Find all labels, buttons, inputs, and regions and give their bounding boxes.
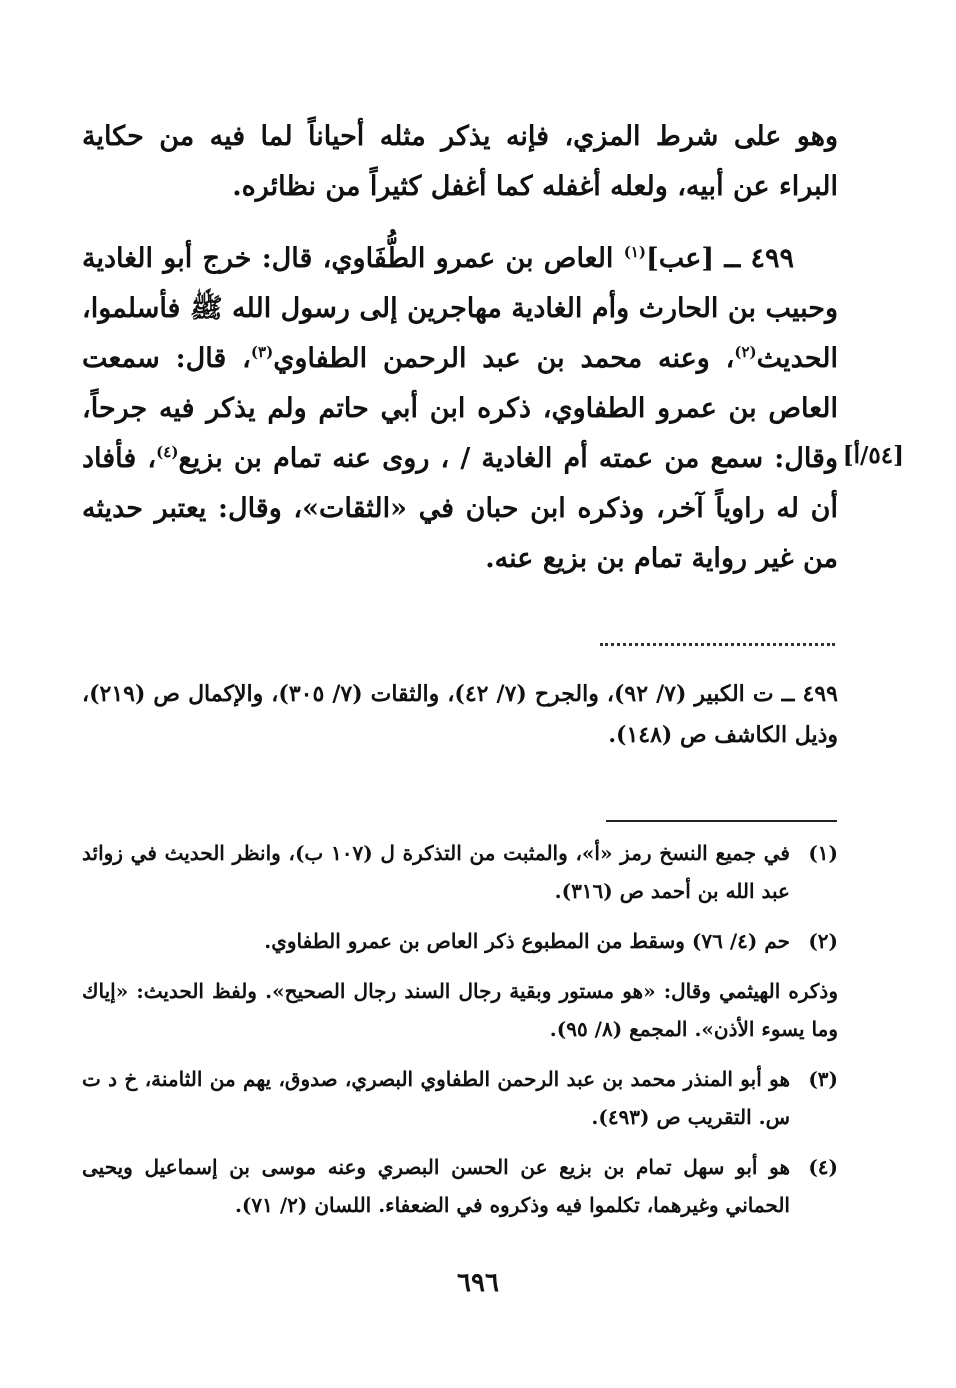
- footnote-ref-1: (١): [623, 243, 646, 261]
- manuscript-folio-ref: [٥٤/أ]: [842, 442, 904, 469]
- footnote-ref-2: (٢): [734, 343, 757, 361]
- source-note: ٤٩٩ ــ ت الكبير (٧/ ٩٢)، والجرح (٧/ ٤٢)، والثقات (٧/ ٣٠٥)، والإكمال ص (٢١٩)، وذيل الكاشف ص (١٤٨).: [82, 681, 838, 748]
- entry-code: [عب]: [645, 243, 715, 274]
- footnote-item: [82, 1148, 838, 1224]
- footnote-number: (٤): [808, 1155, 838, 1179]
- entry-text: ، وعنه محمد بن عبد الرحمن الطفاوي: [273, 343, 735, 374]
- footnote-number: (٢): [808, 929, 838, 953]
- footnote-text: في جميع النسخ رمز «أ»، والمثبت من التذكرة ل (١٠٧ ب)، وانظر الحديث في زوائد عبد الله بن أحمد ص (٣١٦).: [82, 841, 790, 903]
- biography-entry: [82, 234, 838, 584]
- footnote-item: [82, 922, 838, 960]
- footnote-ref-4: (٤): [156, 443, 179, 461]
- paragraph-continuation: [82, 112, 838, 212]
- footnote-text: هو أبو المنذر محمد بن عبد الرحمن الطفاوي البصري، صدوق، يهم من الثامنة، خ د ت س. التقريب ص (٤٩٣).: [82, 1067, 790, 1129]
- footnote-item: [82, 834, 838, 910]
- footnote-continuation: وذكره الهيثمي وقال: «هو مستور وبقية رجال السند رجال الصحيح». ولفظ الحديث: «إياك وما يسوء الأذن». المجمع (٨/ ٩٥).: [82, 979, 838, 1041]
- entry-text: ، فأفاد أن له راوياً آخر، وذكره ابن حبان في «الثقات»، وقال: يعتبر حديثه من غير رواية تمام بن بزيع عنه.: [82, 443, 838, 574]
- footnote-rule: [606, 820, 837, 822]
- footnote-ref-3: (٣): [250, 343, 274, 361]
- paragraph-text: وهو على شرط المزي، فإنه يذكر مثله أحياناً لما فيه من حكاية البراء عن أبيه، ولعله أغفله كما أغفل كثيراً من نظائره.: [82, 121, 838, 202]
- footnote-text: حم (٤/ ٧٦) وسقط من المطبوع ذكر العاص بن عمرو الطفاوي.: [264, 929, 790, 953]
- footnote-item: [82, 1060, 838, 1136]
- dotted-separator: [600, 643, 835, 646]
- entry-text: ، قال: سمعت العاص بن عمرو الطفاوي، ذكره ابن أبي حاتم ولم يذكر فيه جرحاً، وقال: سمع من عمته أم الغادية / ، روى عنه تمام بن بزيع: [82, 343, 839, 474]
- entry-text: العاص بن عمرو الطُّفَاوي، قال: خرج أبو الغادية وحبيب بن الحارث وأم الغادية مهاجرين إلى رسول الله ﷺ فأسلموا، الحديث: [82, 243, 838, 374]
- entry-number: ٤٩٩ ــ: [724, 243, 794, 274]
- footnotes: [82, 834, 838, 1236]
- footnote-number: (٣): [808, 1067, 838, 1091]
- page-number: ٦٩٦: [457, 1268, 499, 1298]
- footnote-number: (١): [808, 841, 838, 865]
- footnote-text: هو أبو سهل تمام بن بزيع عن الحسن البصري وعنه موسى بن إسماعيل ويحيى الحماني وغيرهما، تكلموا فيه وذكروه في الضعفاء. اللسان (٢/ ٧١).: [82, 1155, 790, 1217]
